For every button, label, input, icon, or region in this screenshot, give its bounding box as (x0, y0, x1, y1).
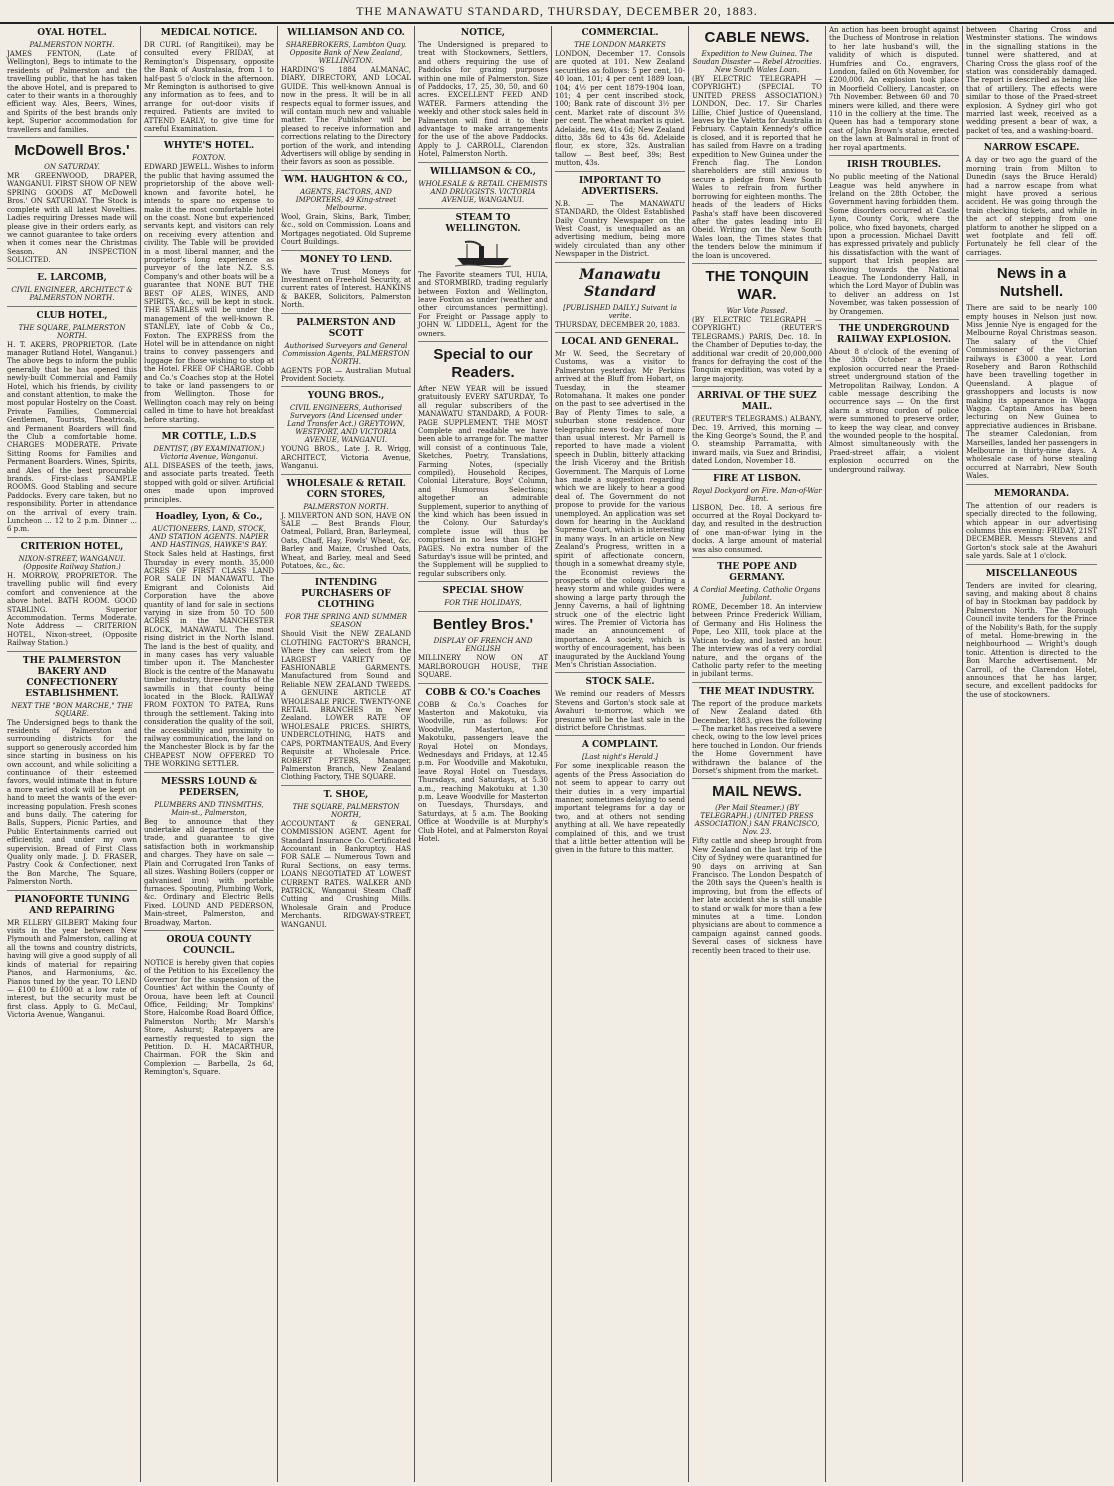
article-subheading: PLUMBERS AND TINSMITHS, Main-st., Palmerston, (154, 800, 264, 817)
article-body: H. T. AKERS, PROPRIETOR. (Late manager Rutland Hotel, Wanganui.) The above begs to inform the public generally that he has opened this newly-built Commercial and Family Hotel, which his friends, by civility and constant attention, to make the most popular Hostelry on the Coast. Private Families, Commercial Gentlemen, Tourists, Theatricals, and Permanent Boarders will find the Club a comfortable home. CHARGES MODERATE. Private Sitting Rooms for Families and Permanent Boarders. Wines, Spirits, and Ales of the best procurable brands. First-class SAMPLE ROOMS. Good Stabling and secure Paddocks. Every care taken, but no responsibility. Porter in attendance on the arrival of every train. Luncheon ... 12 to 2 p.m. Dinner ... 6 p.m. (7, 340, 137, 534)
article (418, 586, 548, 612)
article-body: ROME, December 18. An interview between Prince Frederick William, of Germany and His Holiness the Pope, Leo XIII, took place at the Vatican to-day, and lasted an hour. The interview was of a very cordial nature, and the organs of the Catholic party refer to the meeting in jubilant terms. (692, 603, 822, 679)
article-heading: WILLIAMSON & CO., (430, 166, 536, 177)
article-subheading: AGENTS, FACTORS, AND IMPORTERS, 49 King-street Melbourne. (295, 187, 397, 212)
article (7, 28, 137, 138)
article-body: ALL DISEASES of the teeth, jaws, and associate parts treated. Teeth stopped with gold or silver. Artificial ones made upon improved principles. (144, 462, 274, 504)
article-heading: News in a Nutshell. (996, 265, 1067, 301)
article (418, 346, 548, 582)
article-body: THURSDAY, DECEMBER 20, 1883. (555, 320, 680, 329)
article (555, 176, 685, 263)
article-heading: Hoadley, Lyon, & Co., (155, 512, 263, 523)
article-heading: OROUA COUNTY COUNCIL. (166, 934, 252, 956)
article-heading: CLUB HOTEL, (36, 310, 108, 321)
article-subheading: Expedition to New Guinea. The Soudan Disaster — Rebel Atrocities. New South Wales Loan. (692, 50, 822, 74)
article-heading: MONEY TO LEND. (299, 254, 393, 265)
article-heading: Special to our Readers. (433, 345, 533, 381)
article-subheading: DENTIST, (BY EXAMINATION.) Victoria Avenue, Wanganui. (153, 445, 265, 462)
column-4 (415, 26, 552, 1482)
article-subheading: DISPLAY OF FRENCH AND ENGLISH (433, 637, 533, 654)
article (281, 391, 411, 474)
article-body: A day or two ago the guard of the morning train from Milton to Dunedin (says the Bruce Herald) had a narrow escape from what might have proved a serious accident. He was going through the train checking tickets, and while in the act of stepping from one platform to another he slipped on a wet footplate and fell off. Fortunately he fell clear of the carriages. (966, 156, 1097, 257)
article-subheading: Authorised Surveyors and General Commission Agents, PALMERSTON NORTH. (282, 341, 410, 366)
article (144, 28, 274, 137)
article-heading: Bentley Bros.' (432, 616, 534, 634)
article (418, 213, 548, 342)
column-6 (689, 26, 826, 1482)
article-heading: NOTICE, (460, 28, 506, 38)
article-heading: THE UNDERGROUND RAILWAY EXPLOSION. (836, 324, 952, 345)
article-heading: THE POPE AND GERMANY. (717, 562, 797, 584)
article-heading: SPECIAL SHOW (442, 586, 524, 597)
article-body: (BY ELECTRIC TELEGRAPH — COPYRIGHT.) (REUTER'S TELEGRAMS.) PARIS, Dec. 18. In the Chamber of Deputies to-day, the additional war credit of 20,000,000 francs for defraying the cost of the Tonquin expedition, was voted by a large majority. (692, 315, 822, 383)
newspaper-masthead: THE MANAWATU STANDARD, THURSDAY, DECEMBER 20, 1883. (0, 0, 1114, 24)
article-heading: CRITERION HOTEL, (20, 541, 124, 552)
article-body: The Favorite steamers TUI, HUIA, and STORMBIRD, trading regularly between Foxton and Wellington, leave Foxton as under (weather and other circumstances permitting). For Freight or Passage apply to JOHN W. LIDDELL, Agent for the owners. (418, 270, 548, 338)
article (281, 318, 411, 388)
article (144, 777, 274, 931)
article (692, 29, 822, 264)
article-heading: MEMORANDA. (993, 488, 1070, 499)
article (829, 160, 959, 320)
article-subheading: WHOLESALE & RETAIL CHEMISTS AND DRUGGISTS. VICTORIA AVENUE, WANGANUI. (418, 179, 548, 204)
article-subheading: FOR THE HOLIDAYS, (444, 599, 522, 608)
article (418, 167, 548, 209)
article-heading: STOCK SALE. (585, 677, 655, 688)
article (7, 656, 137, 891)
article (966, 489, 1097, 565)
article (281, 255, 411, 314)
article-subheading: ON SATURDAY. (44, 163, 100, 172)
article (692, 474, 822, 558)
article-heading: OYAL HOTEL. (37, 28, 107, 38)
article (555, 28, 685, 172)
article-body: No public meeting of the National League was held anywhere in Ireland on the 28th October, the Government having forbidden them. Some disorders occurred at Castle Lyon, County Cork, where the police, who fixed bayonets, charged upon a procession. Michael Davitt has expressed privately and publicly his dissatisfaction with the want of support that Irish peoples are showing towards the National League. The Londonderry Hall, in which the Lord Mayor of Dublin was to deliver an address on 1st November, was taken possession of by Orangemen. (829, 173, 959, 316)
article (7, 895, 137, 1023)
article-heading: NARROW ESCAPE. (983, 143, 1080, 154)
article-heading: E. LARCOMB, (37, 272, 107, 283)
article-subheading: A Cordial Meeting. Catholic Organs Jubilant. (693, 586, 821, 603)
article (829, 324, 959, 477)
article-body: N.B. — The MANAWATU STANDARD, the Oldest Established Daily Country Newspaper on the West Coast, is unequalled as an advertising medium, being more widely circulated than any other Newspaper in the District. (555, 199, 685, 259)
article-subheading: FOXTON. (192, 154, 226, 163)
article-subheading: AUCTIONEERS, LAND, STOCK, AND STATION AGENTS. NAPIER AND HASTINGS, HAWKE'S BAY. (149, 525, 269, 550)
article-body: (BY ELECTRIC TELEGRAPH — COPYRIGHT.) (SPECIAL TO UNITED PRESS ASSOCIATION.) LONDON, Dec. 17. Sir Charles Lillie, Chief Justice of Queensland, leaves by the Valetta for Australia in February. Captain Kennedy's office is closed, and it is reported that he has sailed from Havre on a trading expedition to New Guinea under the French flag. The London shareholders are still anxious to secure a pledge from New South Wales to refrain from further borrowing for eighteen months. The heads of the leaders of Hicks Pasha's staff have been discovered after the gates leading into El Obeid. Writing on the New South Wales loan, the Times states that the tenders below the minimum if the loan is uncovered. (692, 75, 822, 260)
article-heading: LOCAL AND GENERAL. (561, 336, 679, 347)
article-body: NOTICE is hereby given that copies of the Petition to his Excellency the Governor for the suspension of the Counties' Act within the County of Oroua, have been left at Council Office, Feilding; Mr Tompkins' Store, Halcombe Road Board Office, Palmerston North; Mr Marsh's Store, Ashurst; Ratepayers are earnestly requested to sign the Petition. D. H. MACARTHUR, Chairman. FOR the Skin and Complexion — Barbella, 2s 6d, Remington's, Square. (144, 958, 274, 1077)
article-body: The Undersigned is prepared to treat with Stockowners, Settlers, and others requiring the use of Paddocks for grazing purposes within one mile of Palmerston. Size of Paddocks, 17, 25, 30, 50, and 60 acres. EXCELLENT FEED AND WATER. Farmers attending the weekly and other stock sales held in Palmerston will find it to their advantage to make arrangements for the use of the above Paddocks. Apply to J. CARROLL, Clarendon Hotel, Palmerston North. (418, 41, 548, 159)
column-1 (4, 26, 141, 1482)
article (7, 311, 137, 538)
article-heading: IRISH TROUBLES. (846, 160, 941, 171)
article-body: For some inexplicable reason the agents of the Press Association do not seem to appear to carry out their duties in a very impartial manner, sometimes delaying to send important telegrams for a day or two, and at others not sending anything at all. We have repeatedly complained of this, and we trust that a little better attention will be given in the future to this matter. (555, 762, 685, 855)
article-heading: WHOLESALE & RETAIL CORN STORES, (286, 478, 406, 500)
article-body: YOUNG BROS., Late J. R. Wrigg, ARCHITECT, Victoria Avenue, Wanganui. (281, 445, 411, 471)
article (692, 391, 822, 469)
article-heading: FIRE AT LISBON. (713, 473, 801, 484)
article (966, 143, 1097, 261)
article-subheading: War Vote Passed. (726, 306, 788, 315)
article-subheading: [Last night's Herald.] (582, 753, 658, 762)
article-heading: MESSRS LOUND & PEDERSEN, (160, 776, 258, 798)
article-body: LISBON, Dec. 18. A serious fire occurred at the Royal Dockyard to-day, and resulted in the destruction of one man-of-war lying in the docks. A large amount of material was also consumed. (692, 503, 822, 554)
article (7, 273, 137, 307)
article (418, 28, 548, 163)
article-body: between Charing Cross and Westminster stations. The windows in the signalling stations in the tunnel were shattered, and at Charing Cross the glass roof of the station was considerably damaged. The report is described as being like that of artillery. The effects were similar to those of the Praed-street explosion. A Sydney girl who got married last week, received as a wedding present a bear of wax, a packet of tea, and a washing-board. (966, 26, 1097, 135)
article-body: The attention of our readers is specially directed to the following, which appear in our advertising columns this evening: FRIDAY, 21ST DECEMBER. Messrs Stevens and Gorton's stock sale at the Awahuri sale yards. Sale at 1 o'clock. (966, 501, 1097, 561)
article-body: JAMES FENTON, (Late of Wellington), Begs to intimate to the residents of Palmerston and the travelling public, that he has taken the above Hotel, and is prepared to cater to their wants in a thoroughly efficient way. Ales, Beers, Wines, and Spirits of the best brands only kept. Superior accommodation for travellers and families. (7, 50, 137, 134)
article (7, 142, 137, 268)
article (418, 688, 548, 847)
article-subheading: NIXON-STREET, WANGANUI. (Opposite Railway Station.) (18, 554, 126, 571)
column-7 (826, 26, 963, 1482)
article-body: An action has been brought against the Duchess of Montrose in relation to her late husband's will, the validity of which is disputed. Humfries and Co., engravers, London, failed on 6th November, for £200,000. An explosion took place in Moorfield Colliery, Lancaster, on 7th November. Between 60 and 70 miners were killed, and there were 110 in the colliery at the time. The Queen has had a temporary stone cast of John Brown's statue, erected on the lawn at Balmoral in front of her royal apartments. (829, 26, 959, 152)
article-body: We have Trust Moneys for Investment on Freehold Security, at current rates of Interest. HANKINS & BAKER, Solicitors, Palmerston North. (281, 267, 411, 310)
article-heading: STEAM TO WELLINGTON. (445, 212, 521, 234)
article-heading: MEDICAL NOTICE. (160, 28, 258, 38)
article (966, 569, 1097, 703)
article-subheading: PALMERSTON NORTH. (29, 41, 115, 49)
article (555, 677, 685, 736)
article-heading: WILLIAMSON AND CO. (287, 28, 405, 38)
article-body: J. MILVERTON AND SON, HAVE ON SALE — Best Brands Flour, Oatmeal, Pollard, Bran, Barleymeal, Oats, Chaff, Hay, Fowls' Wheat, &c. Barley and Maize, Crushed Oats, Wheat, and Barley, meal and Seed Potatoes, &c., &c. (281, 511, 411, 570)
article-body: Mr W. Seed, the Secretary of Customs, was a visitor to Palmerston yesterday. Mr Perkins arrived at the Bluff from Hobart, on Tuesday, in the steamer Rotomahana. It makes one ponder on the past to see advertised in the Bay of Plenty Times to sale, a suburban stone residence. Our telegraphic news to-day is of more than usual interest. Mr Parnell is reported to have made a violent speech in Dublin, bitterly attacking the Irish Viceroy and the British Government. The Marquis of Lorne has made a suggestion regarding which we are likely to hear a good deal of. The Government do not propose to provide for the various unemployed. An application was set down for hearing in the Auckland Supreme Court, which is interesting in many ways. In an article on New Zealand's Progress, written in a spirit of affectionate concern, though in a somewhat dreamy style, the Economist reviews the prospects of the colony. During a heavy storm and while guides were showing a large party through the Jenny Caverns, a hail of lightning struck one of the electric light wires. The Premier of Victoria has made an announcement of importance. A society, which is worthy of encouragement, has been inaugurated by the Auckland Young Men's Christian Association. (555, 349, 685, 669)
column-5 (552, 26, 689, 1482)
article-body: AGENTS FOR — Australian Mutual Provident Society. (281, 366, 411, 383)
article-subheading: CIVIL ENGINEERS, Authorised Surveyors (And Licensed under Land Transfer Act.) GREYTOWN, WESTPORT, AND VICTORIA AVENUE, WANGANUI. (287, 404, 405, 445)
article-subheading: THE LONDON MARKETS (574, 41, 666, 49)
article-body: Wool, Grain, Skins, Bark, Timber, &c., sold on Commission. Loans and Mortgages negotiated. Old Supreme Court Buildings. (281, 212, 411, 247)
article-body: About 8 o'clock of the evening of the 30th October a terrible explosion occurred near the Praed-street underground station of the Metropolitan Railway, London. A cable message describing the occurrence says — On the first alarm a strong cordon of police were summoned to preserve order, to keep the way clear, and convey the wounded people to the hospital. Almost simultaneously with the Praed-street affair, a violent explosion occurred on the underground railway. (829, 348, 959, 474)
article-subheading: FOR THE SPRING AND SUMMER SEASON (284, 613, 408, 630)
article-subheading: (Per Mail Steamer.) (BY TELEGRAPH.) (UNITED PRESS ASSOCIATION.) SAN FRANCISCO, Nov. 23. (694, 804, 820, 837)
article (555, 267, 685, 333)
article-body: ACCOUNTANT & GENERAL COMMISSION AGENT. Agent for Standard Insurance Co. Certificated Accountant in Bankruptcy. HAS FOR SALE — Numerous Town and Rural Sections, on easy terms. LOANS NEGOTIATED AT LOWEST CURRENT RATES. WALKER AND PATRICK, Wanganui Steam Chaff Cutting and Crushing Mills. Wholesale Grain and Produce Merchants. RIDGWAY-STREET, WANGANUI. (281, 819, 411, 929)
steamship-icon (453, 238, 513, 268)
column-2 (141, 26, 278, 1482)
article-body: HARDING'S 1884 ALMANAC, DIARY, DIRECTORY, AND LOCAL GUIDE. This well-known Annual is now in the press. It will be in all respects equal to former issues, and will contain much new and valuable matter. The Publisher will be pleased to receive information and corrections relating to the Directory portion of the work, and intending Advertisers will oblige by sending in their favors as soon as possible. (281, 66, 411, 167)
article-heading: IMPORTANT TO ADVERTISERS. (579, 175, 661, 197)
article (692, 687, 822, 780)
article-heading: MISCELLANEOUS (985, 568, 1078, 579)
article-heading: THE PALMERSTON BAKERY AND CONFECTIONERY ESTABLISHMENT. (22, 655, 122, 699)
article-heading: YOUNG BROS., (307, 391, 385, 402)
article-body: LONDON, December 17. Consols are quoted at 101. New Zealand securities as follows: 5 per cent, 10-40 loan, 101; 4 per cent 1889 loan, 104; 4½ per cent 1879-1904 loan, 101; 4 per cent inscribed stock, 100; Bank rate of discount 3½ per cent. Market rate of discount 3½ per cent. The wheat market is quiet. Adelaide, new, 41s 6d; New Zealand ditto, 38s 6d to 43s 6d. Adelaide flour, ex store, 32s. Australian tallow — Best beef, 39s; Best mutton, 43s. (555, 50, 685, 168)
article-body: After NEW YEAR will be issued gratuitously EVERY SATURDAY, To all regular subscribers of the MANAWATU STANDARD, A FOUR-PAGE SUPPLEMENT. THE MOST Complete and readable we have been able to arrange for. The matter will consist of a continuous Tale, Sketches, Poetry, Translations, Farming Notes, (specially compiled), Household Recipes, Colonial Literature, Boys' Column, and Humorous Selections; altogether an admirable Supplement, superior to anything of the kind which has been issued in the Colony. Our Saturday's complete issue will thus be comprised in no less than EIGHT PAGES. No extra number of the Saturday's issue will be printed, and the Supplement will be supplied to regular subscribers only. (418, 384, 548, 578)
article-heading: WM. HAUGHTON & CO., (284, 174, 408, 185)
article (966, 265, 1097, 485)
article-body: The Undersigned begs to thank the residents of Palmerston and surrounding districts for the support so generously accorded him since starting in business on his own account, and while soliciting a continuance of their esteemed favors, would intimate that in future a more varied stock will be kept on hand to meet the wants of the ever-increasing population. Fresh scones and buns daily. The catering for Balls, Suppers, Picnic Parties, and Public Entertainments carried out efficiently, and under my own supervision. Bread of First Class Quality only made. J. D. FRASER, Pastry Cook & Confectioner, next the Bon Marche, The Square, Palmerston North. (7, 718, 137, 887)
article-heading: INTENDING PURCHASERS OF CLOTHING (301, 578, 391, 611)
article (966, 26, 1097, 139)
article-heading: CABLE NEWS. (704, 29, 810, 46)
article-heading: A COMPLAINT. (581, 740, 659, 751)
article-body: Tenders are invited for clearing, saving, and making about 8 chains of bay in Stockman bay paddock by Palmerston North. The Borough Council invite tenders for the Prince of the Nobility's Bath, for the supply of metal. Home-brewing in the neighbourhood — Wright's dough tonic. Attention is directed to the Bon Marche advertisement. Mr Carroll, of the Clarendon Hotel, announces that he has larger, secure, and excellent paddocks for the use of stockowners. (966, 581, 1097, 699)
article-body: There are said to be nearly 100 empty houses in Nelson just now. Miss Jennie Nye is engaged for the Melbourne Royal Christmas season. The salary of the Chief Commissioner of the Victorian railways is £3000 a year. Lord Rosebery and Baron Rothschild have been travelling together in Queensland. A plague of grasshoppers and locusts is now making its appearance in Wagga Wagga. Captain Amos has been lecturing on New Guinea to appreciative audiences in Brisbane. The steamer Caledonian, from Marseilles, landed her passengers in Melbourne in thirty-nine days. A wholesale case of horse stealing occurred at Narrabri, New South Wales. (966, 304, 1097, 481)
article-body: MR GREENWOOD, DRAPER, WANGANUI. FIRST SHOW OF NEW SPRING GOODS AT McDowell Bros.' ON SATURDAY. The Stock is complete with all latest Novelties. Ladies requiring Dresses made will please give in their orders early, as we cannot guarantee to take orders when it comes near the Christmas Season. AN INSPECTION SOLICITED. (7, 172, 137, 265)
article-subheading: PALMERSTON NORTH. (303, 502, 389, 511)
article-subheading: THE SQUARE, PALMERSTON NORTH. (18, 323, 126, 340)
article-heading: McDowell Bros.' (14, 142, 130, 160)
article-heading: PALMERSTON AND SCOTT (296, 317, 396, 339)
article-body: Should Visit the NEW ZEALAND CLOTHING FACTORY'S BRANCH, Where they can select from the LARGEST VARIETY OF FASHIONABLE GARMENTS. Manufactured from Sound and Reliable NEW ZEALAND TWEEDS. A GENUINE ARTICLE AT WHOLESALE PRICE. TWENTY-ONE RETAIL BRANCHES in New Zealand. LOWER RATE OF WHOLESALE PRICES. SHIRTS, UNDERCLOTHING, HATS and CAPS, PORTMANTEAUS, And Every Requisite at Wholesale Price. ROBERT PETERS, Manager, Palmerston Branch, New Zealand Clothing Factory, THE SQUARE. (281, 630, 411, 782)
article-heading: MR COTTLE, L.D.S (161, 432, 257, 443)
article-heading: ARRIVAL OF THE SUEZ MAIL. (697, 391, 817, 413)
article-heading: PIANOFORTE TUNING AND REPAIRING (14, 894, 130, 916)
article-subheading: NEXT THE "BON MARCHE," THE SQUARE. (11, 701, 133, 718)
article (144, 141, 274, 428)
column-8 (963, 26, 1100, 1482)
article-body: DR CURL (of Rangitikei), may be consulted every FRIDAY, at Remington's Dispensary, opposite the Bank of Australasia, from 1 to half-past 5 o'clock in the afternoon. Mr Remington is authorised to give any information as to fees, and to arrange for out-door visits if required. Patients are invited to ATTEND EARLY, to give time for careful Examination. (144, 41, 274, 134)
article (692, 783, 822, 958)
article-body: H. MORROW, PROPRIETOR. The travelling public will find every comfort and convenience at the above hotel. BATH ROOM. GOOD STABLING. Superior Accommodation. Terms Moderate. Note Address — CRITERION HOTEL, Nixon-street, (Opposite Railway Station.) (7, 571, 137, 648)
article-subheading: CIVIL ENGINEER, ARCHITECT & PALMERSTON NORTH. (11, 285, 133, 302)
article-subheading: Royal Dockyard on Fire. Man-of-War Burnt. (692, 486, 822, 503)
article-subheading: THE SQUARE, PALMERSTON NORTH, (292, 802, 400, 819)
article (555, 740, 685, 857)
article-body: (REUTER'S TELEGRAMS.) ALBANY, Dec. 19. Arrived, this morning — the King George's Sound, the P. and O. steamship Parramatta, with inward mails, via Suez and Brindisi, dated London, November 18. (692, 415, 822, 466)
article (281, 28, 411, 171)
article-heading: THE MEAT INDUSTRY. (699, 686, 815, 697)
article (692, 268, 822, 387)
article (281, 175, 411, 251)
article-subheading: SHAREBROKERS, Lambton Quay. Opposite Bank of New Zealand, WELLINGTON. (285, 41, 407, 65)
article-heading: THE TONQUIN WAR. (705, 267, 809, 303)
article (7, 542, 137, 652)
article-heading: MAIL NEWS. (712, 783, 802, 801)
article (692, 562, 822, 683)
article (144, 512, 274, 773)
article-body: The report of the produce markets of New Zealand dated 6th December, 1883, gives the following — The market has received a severe check, owing to the low level prices here touched in London. Our friends the Home Government have withdrawn the balance of the Dorset's shipment from the market. (692, 699, 822, 775)
article-heading: WHYTE'S HOTEL. (163, 141, 255, 152)
article-heading: COBB & CO.'s Coaches (425, 687, 541, 698)
article (418, 616, 548, 683)
column-3 (278, 26, 415, 1482)
article-body: MILLINERY NOW ON AT MARLBOROUGH HOUSE, THE SQUARE. (418, 654, 548, 680)
article-body: We remind our readers of Messrs Stevens and Gorton's stock sale at Awahuri to-morrow, which we presume will be the last sale in the district before Christmas. (555, 690, 685, 732)
article (281, 790, 411, 932)
article (829, 26, 959, 156)
article-body: COBB & Co.'s Coaches for Masterton and Makotuku, via Woodville, run as follows: For Woodville, Masterton, and Makotuku, passengers leave the Royal Hotel on Mondays, Wednesdays and Fridays, at 12.45 p.m. For Woodville and Makotuku, leave Royal Hotel on Tuesdays, Thursdays, and Saturdays, at 5.30 a.m., reaching Makotuku at 1.30 p.m. Leave Woodville for Masterton on Tuesdays, Thursdays, and Saturdays, at 5 a.m. The Booking Office at Woodville is at Murphy's Club Hotel, and at Palmerston Royal Hotel. (418, 700, 548, 843)
article (555, 337, 685, 673)
article-heading: T. SHOE, (323, 789, 369, 800)
article-body: Beg to announce that they undertake all departments of the trade, and guarantee to give satisfaction both in workmanship and charges. They have on sale — Plain and Corrugated Iron Tanks of all sizes. Washing Boilers (copper or galvanised iron) with portable furnaces. Spouting, Plumbing Work, &c. Ordinary and Electric Bells Fixed. LOUND AND PEDERSON, Main-street, Palmerston, and Broadway, Marton. (144, 817, 274, 927)
article (281, 578, 411, 785)
article (144, 935, 274, 1080)
article (281, 479, 411, 575)
article (144, 432, 274, 508)
article-body: Stock Sales held at Hastings, first Thursday in every month. 35,000 ACRES OF FIRST CLASS LAND FOR SALE IN MANAWATU. The Emigrant and Colonists Aid Corporation have the above quantity of land for sale in sections varying in size from 50 TO 500 ACRES in the MANCHESTER BLOCK, MANAWATU. The most rising district in the North Island. The land is the best of quality, and in many cases has very valuable timber upon it. The Manchester Block is the centre of the Manawatu timber industry, three-fourths of the sawmills in that county being located in the Block. RAILWAY FROM FOXTON TO PATEA, Runs through the settlement. Taking into consideration the quality of the soil, the accessibility and proximity to railway communication, the land on the Manchester Block is by far the CHEAPEST NOW OFFERED TO THE WORKING SETTLER. (144, 550, 274, 769)
article-body: EDWARD JEWELL. Wishes to inform the public that having assumed the proprietorship of the above well-known and favorite hotel, he intends to spare no expense to make it the most comfortable hotel on the coast. None but experienced servants kept, and visitors can rely on receiving every attention and civility. The Table will be provided in a most liberal manner, and the proprietor's long experience as purveyor of the late N.Z. S.S. Company's and other boats will be a guarantee that NONE BUT THE BEST OF ALES, WINES, AND SPIRITS, &c., will be kept in stock. THE STABLES will be under the management of the well-known R. STANLEY, late of Cobb & Co., Foxton. The EXPRESS from the Hotel will be in attendance on night trains to convey passengers and luggage for those wishing to stop at the Hotel. FREE OF CHARGE. Cobb and Co.'s Coaches stop at the Hotel to take or land passengers to or from Wellington. Those for Wellington coach may rely on being called in time to have hot breakfast before starting. (144, 163, 274, 424)
article-heading: Manawatu Standard (579, 266, 661, 300)
article-heading: COMMERCIAL. (581, 28, 659, 38)
article-subheading: [PUBLISHED DAILY.] Suivant la verite. (563, 303, 677, 320)
article-body: MR ELLERY GILBERT Making four visits in the year between New Plymouth and Palmerston, calling at all the towns and country districts, having will give a good supply of all kinds of material for repairing Pianos, and Harmoniums, &c. Pianos tuned by the year. TO LEND — £100 to £1000 at a low rate of interest, but the security must be first class. Apply to G. McCaul, Victoria Avenue, Wanganui. (7, 918, 137, 1020)
article-body: Fifty cattle and sheep brought from New Zealand on the last trip of the City of Sydney were quarantined for 90 days on arriving at San Francisco. The London Despatch of the 20th says the Queen's health is improving, but from the effects of her late accident she is still unable to stand or walk for more than a few minutes at a time. London physicians are about to commence a campaign against canned goods. Several cases of sickness have recently been traced to their use. (692, 837, 822, 955)
page-columns (4, 26, 1110, 1482)
